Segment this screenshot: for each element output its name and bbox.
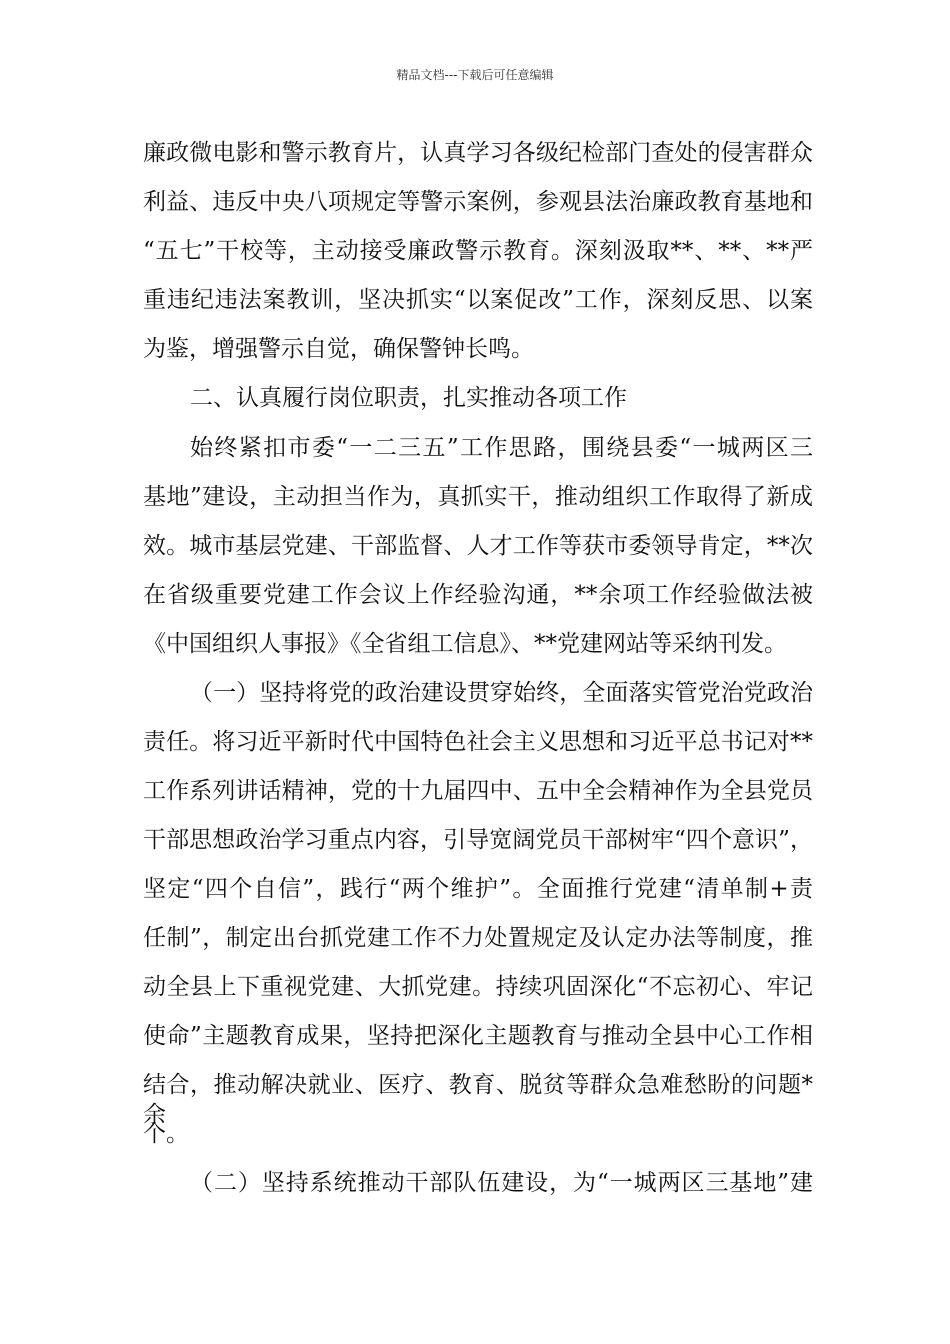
text-line: 廉政微电影和警示教育片，认真学习各级纪检部门查处的侵害群众 <box>143 140 813 166</box>
text-line: 重违纪违法案教训，坚决抓实“以案促改”工作，深刻反思、以案 <box>143 287 813 313</box>
text-line: 个。 <box>143 1121 189 1147</box>
text-line: 利益、违反中央八项规定等警示案例，参观县法治廉政教育基地和 <box>143 189 813 215</box>
text-line: 干部思想政治学习重点内容，引导宽阔党员干部树牢“四个意识”， <box>143 827 813 853</box>
text-line: 责任。将习近平新时代中国特色社会主义思想和习近平总书记对** <box>143 729 813 755</box>
text-line: “五七”干校等，主动接受廉政警示教育。深刻汲取**、**、**严 <box>143 238 813 264</box>
text-line: 基地”建设，主动担当作为，真抓实干，推动组织工作取得了新成 <box>143 484 813 510</box>
text-line: 效。城市基层党建、干部监督、人才工作等获市委领导肯定，**次 <box>143 533 813 559</box>
text-line: 坚定“四个自信”，践行“两个维护”。全面推行党建“清单制+责 <box>143 876 813 902</box>
text-line: 使命”主题教育成果，坚持把深化主题教育与推动全县中心工作相 <box>143 1023 813 1049</box>
text-line: 《中国组织人事报》《全省组工信息》、**党建网站等采纳刊发。 <box>143 631 787 657</box>
subsection-heading: （一）坚持将党的政治建设贯穿始终，全面落实管党治党政治 <box>190 680 813 706</box>
text-line: 在省级重要党建工作会议上作经验沟通，**余项工作经验做法被 <box>143 582 813 608</box>
section-heading: 二、认真履行岗位职责，扎实推动各项工作 <box>190 385 627 411</box>
text-line: 为鉴，增强警示自觉，确保警钟长鸣。 <box>143 336 534 362</box>
subsection-heading: （二）坚持系统推动干部队伍建设，为“一城两区三基地”建 <box>190 1170 813 1196</box>
text-line: 动全县上下重视党建、大抓党建。持续巩固深化“不忘初心、牢记 <box>143 974 813 1000</box>
text-line: 始终紧扣市委“一二三五”工作思路，围绕县委“一城两区三 <box>190 435 813 461</box>
text-line: 工作系列讲话精神，党的十九届四中、五中全会精神作为全县党员 <box>143 778 813 804</box>
text-line: 结合，推动解决就业、医疗、教育、脱贫等群众急难愁盼的问题*余 <box>143 1072 813 1128</box>
page-header: 精品文档---下载后可任意编辑 <box>396 68 554 82</box>
text-line: 任制”，制定出台抓党建工作不力处置规定及认定办法等制度，推 <box>143 925 813 951</box>
